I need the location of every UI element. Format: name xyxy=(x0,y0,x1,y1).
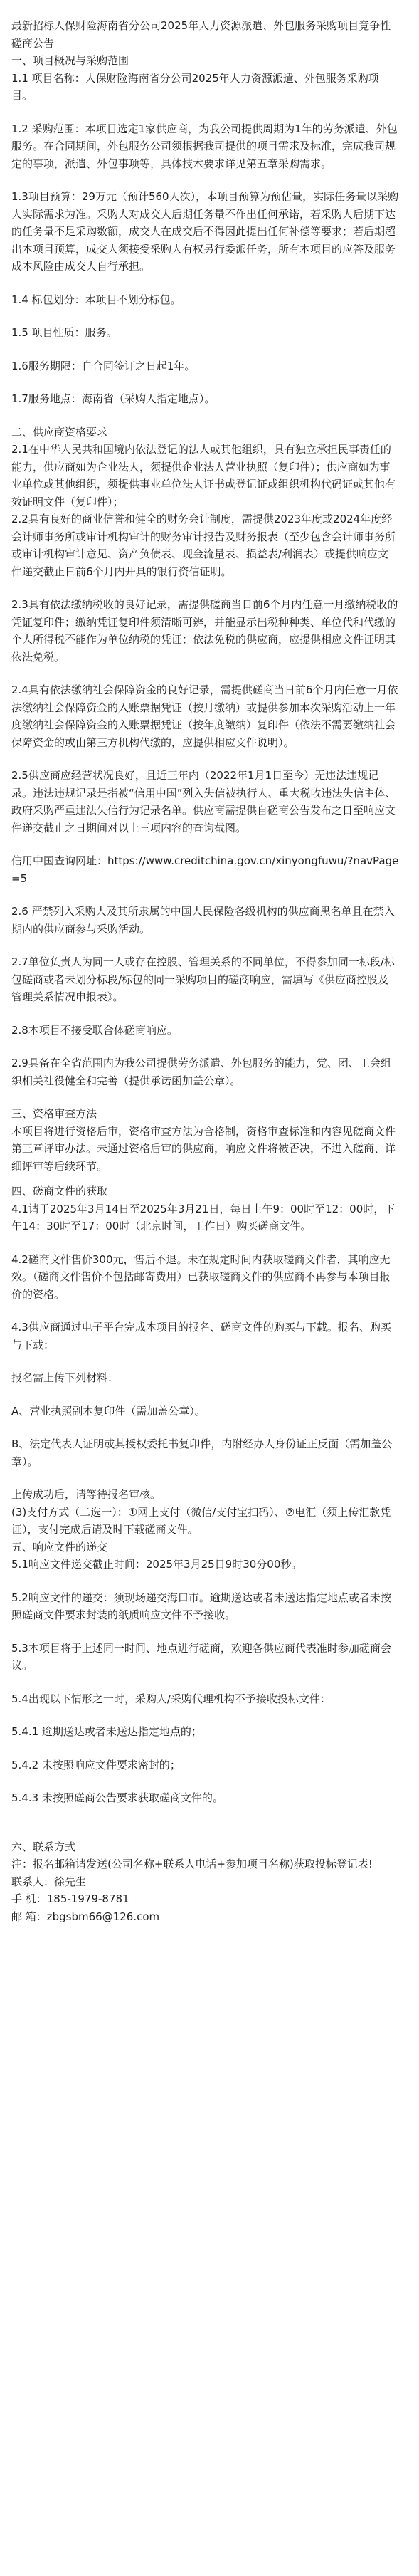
paragraph-2-9: 2.8本项目不接受联合体磋商响应。 xyxy=(11,1023,178,1037)
registration-note: 注：报名邮箱请发送(公司名称+联系人电话+参加项目名称)获取投标登记表! xyxy=(11,1858,373,1870)
paragraph-4-1: 4.1请于2025年3月14日至2025年3月21日，每日上午9：00时至12：00时，下午14：30时至17：00时（北京时间，工作日）购买磋商文件。 xyxy=(11,1202,396,1232)
paragraph-5-4: 5.4出现以下情形之一时，采购人/采购代理机构不予接收投标文件： xyxy=(11,1692,331,1705)
paragraph-2-5: 2.5供应商应经营状况良好，且近三年内（2022年1月1日至今）无违法违规记录。违法违规记录是指被“信用中国”列入失信被执行人、重大税收违法失信主体、政府采购严重违法失信行为记录名单。供应商需提供自磋商公告发布之日至响应文件递交截止之日期间对以上三项内容的查询截图。 xyxy=(11,769,396,834)
section-heading-1: 一、项目概况与采购范围 xyxy=(11,54,129,67)
paragraph-5-2: 5.2响应文件的递交：须现场递交海口市。逾期送达或者未送达指定地点或者未按照磋商文件要求封装的纸质响应文件不予接收。 xyxy=(11,1591,391,1621)
contact-email: 邮 箱：zbgsbm66@126.com xyxy=(11,1910,160,1923)
paragraph-4-8: (3)支付方式（二选一）：①网上支付（微信/支付宝扫码）、②电汇（须上传汇款凭证），支付完成后请及时下载磋商文件。 xyxy=(11,1505,391,1536)
paragraph-1-3: 1.3项目预算：29万元（预计560人次），本项目预算为预估量，实际任务量以采购人实际需求为准。采购人对成交人后期任务量不作出任何承诺，若采购人后期下达的任务量不足采购数额，成交人在成交后不得因此提出任何补偿等要求；若后期超出本项目预算，成交人须接受采购人有权另行委派任务，所有本项目的应答及服务成本风险由成交人自行承担。 xyxy=(11,190,399,273)
paragraph-1-6: 1.6服务期限：自合同签订之日起1年。 xyxy=(11,359,196,372)
paragraph-5-4-2: 5.4.2 未按照响应文件要求密封的； xyxy=(11,1758,181,1771)
section-heading-3: 三、资格审查方法 xyxy=(11,1107,97,1120)
paragraph-5-4-3: 5.4.3 未按照磋商公告要求获取磋商文件的。 xyxy=(11,1791,223,1804)
paragraph-1-5: 1.5 项目性质：服务。 xyxy=(11,326,117,339)
paragraph-2-10: 2.9具备在全省范围内为我公司提供劳务派遣、外包服务的能力，党、团、工会组织相关社役健全和完善（提供承诺函加盖公章）。 xyxy=(11,1057,391,1087)
paragraph-1-4: 1.4 标包划分：本项目不划分标包。 xyxy=(11,293,181,306)
section-heading-4: 四、磋商文件的获取 xyxy=(11,1185,108,1198)
paragraph-5-1: 5.1响应文件递交截止时间：2025年3月25日9时30分00秒。 xyxy=(11,1558,302,1571)
paragraph-1-7: 1.7服务地点：海南省（采购人指定地点）。 xyxy=(11,392,216,405)
paragraph-2-3: 2.3具有依法缴纳税收的良好记录，需提供磋商当日前6个月内任意一月缴纳税收的凭证复印件；缴纳凭证复印件须清晰可辨，并能显示出税种种类、单位代和代缴的个人所得税不能作为单位纳税的凭证；依法免税的供应商，应提供相应文件证明其依法免税。 xyxy=(11,598,398,664)
paragraph-2-7: 2.6 严禁列入采购人及其所隶属的中国人民保险各级机构的供应商黑名单且在禁入期内的供应商参与采购活动。 xyxy=(11,905,395,936)
section-heading-2: 二、供应商资格要求 xyxy=(11,425,108,439)
paragraph-3-1: 本项目将进行资格后审，资格审查方法为合格制，资格审查标准和内容见磋商文件第三章评审办法。未通过资格后审的供应商，响应文件将被否决，不进入磋商、详细评审等后续环节。 xyxy=(11,1124,396,1173)
paragraph-1-2: 1.2 采购范围：本项目选定1家供应商，为我公司提供周期为1年的劳务派遣、外包服务。在合同期间，外包服务公司须根据我司提供的项目需求及标准，完成我司规定的事项，派遣、外包事项等，具体技术要求详见第五章采购需求。 xyxy=(11,122,398,170)
document-title: 最新招标人保财险海南省分公司2025年人力资源派遣、外包服务采购项目竞争性磋商公告 xyxy=(11,19,391,50)
paragraph-4-5: A、营业执照副本复印件（需加盖公章）。 xyxy=(11,1404,206,1418)
paragraph-4-3: 4.3供应商通过电子平台完成本项目的报名、磋商文件的购买与下载。报名、购买与下载： xyxy=(11,1321,391,1351)
paragraph-4-7: 上传成功后，请等待报名审核。 xyxy=(11,1488,161,1501)
paragraph-2-1: 2.1在中华人民共和国境内依法登记的法人或其他组织，具有独立承担民事责任的能力，供应商如为企业法人，须提供企业法人营业执照（复印件）；供应商如为事业单位或其他组织，须提供事业单位法人证书或登记证或组织机构代码证或其他有效证明文件（复印件）； xyxy=(11,443,396,508)
paragraph-5-4-1: 5.4.1 逾期送达或者未送达指定地点的； xyxy=(11,1725,202,1738)
section-heading-5: 五、响应文件的递交 xyxy=(11,1540,108,1554)
paragraph-4-4: 报名需上传下列材料： xyxy=(11,1371,119,1384)
credit-china-url[interactable]: 信用中国查询网址：https://www.creditchina.gov.cn/xinyongfuwu/?navPage=5 xyxy=(11,854,399,885)
contact-phone: 手 机：185-1979-8781 xyxy=(11,1892,129,1905)
paragraph-4-2: 4.2磋商文件售价300元，售后不退。未在规定时间内获取磋商文件者，其响应无效。（磋商文件售价不包括邮寄费用）已获取磋商文件的供应商不再参与本项目报价的资格。 xyxy=(11,1252,391,1301)
paragraph-5-3: 5.3本项目将于上述同一时间、地点进行磋商，欢迎各供应商代表准时参加磋商会议。 xyxy=(11,1641,391,1672)
contact-person: 联系人：徐先生 xyxy=(11,1875,87,1888)
paragraph-4-6: B、法定代表人证明或其授权委托书复印件，内附经办人身份证正反面（需加盖公章）。 xyxy=(11,1438,393,1468)
paragraph-2-2: 2.2具有良好的商业信誉和健全的财务会计制度，需提供2023年度或2024年度经会计师事务所或审计机构审计的财务审计报告及财务报表（至少包含会计师事务所或审计机构审计意见、资产负债表、现金流量表、损益表/利润表）或提供响应文件递交截止日前6个月内开具的银行资信证明。 xyxy=(11,513,396,578)
paragraph-1-1: 1.1 项目名称：人保财险海南省分公司2025年人力资源派遣、外包服务采购项目。 xyxy=(11,71,379,102)
paragraph-2-8: 2.7单位负责人为同一人或存在控股、管理关系的不同单位，不得参加同一标段/标包磋商或者未划分标段/标包的同一采购项目的磋商响应，需填写《供应商控股及管理关系情况申报表》。 xyxy=(11,955,395,1003)
paragraph-2-4: 2.4具有依法缴纳社会保障资金的良好记录，需提供磋商当日前6个月内任意一月依法缴纳社会保障资金的入账票据凭证（按月缴纳）或提供参加本次采购活动上一年度缴纳社会保障资金的入账票据凭证（按年度缴纳）复印件（依法不需要缴纳社会保障资金的或由第三方机构代缴的，应提供相应文件说明）。 xyxy=(11,684,398,749)
section-heading-6: 六、联系方式 xyxy=(11,1840,76,1853)
